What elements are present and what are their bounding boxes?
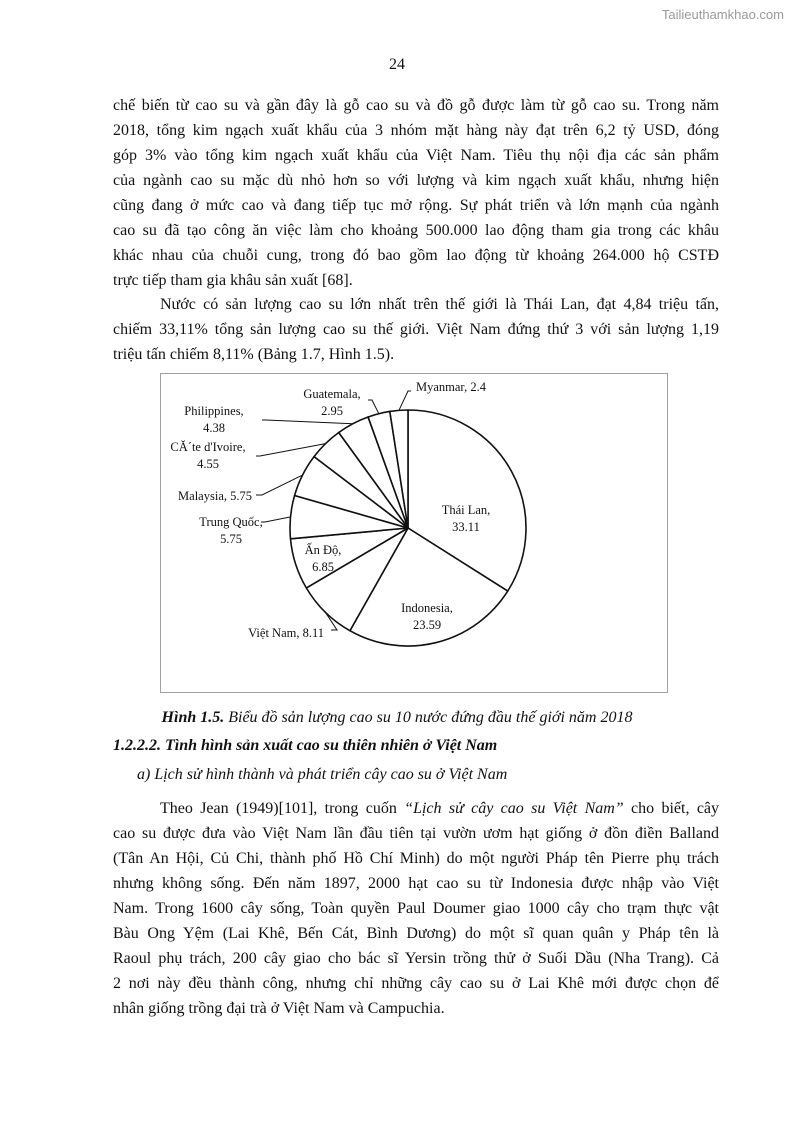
paragraph-history <box>113 796 719 1021</box>
leader-line <box>368 400 379 414</box>
text-line: góp 3% vào tổng kim ngạch xuất khẩu của Việt Nam. Tiêu thụ nội địa các sản phẩm <box>113 147 719 164</box>
watermark: Tailieuthamkhao.com <box>661 7 784 22</box>
subsection-heading: a) Lịch sử hình thành và phát triển cây cao su ở Việt Nam <box>137 766 508 783</box>
text-line: triệu tấn chiếm 8,11% (Bảng 1.7, Hình 1.5). <box>113 346 395 363</box>
text-line: Nam. Trong 1600 cây sống, Toàn quyền Paul Doumer giao 1000 cây cho trạm thực vật <box>113 900 719 917</box>
text-line <box>113 796 719 821</box>
text-line: cao su đã tạo công ăn việc làm cho khoảng 500.000 lao động tham gia trong các khâu <box>113 222 719 239</box>
section-heading: 1.2.2.2. Tình hình sản xuất cao su thiên nhiên ở Việt Nam <box>113 737 498 754</box>
text-line: Raoul phụ trách, 200 cây giao cho bác sĩ Yersin trồng thử ở Suối Dầu (Nha Trang). Cả <box>113 950 719 967</box>
data-label: Malaysia, 5.75 <box>178 489 252 503</box>
pie-chart <box>161 374 669 694</box>
text-line: chiếm 33,11% tổng sản lượng cao su thế giới. Việt Nam đứng thứ 3 với sản lượng 1,19 <box>113 321 719 338</box>
text-line: cao su được đưa vào Việt Nam lần đầu tiên tại vườn ươm hạt giống ở đồn điền Balland <box>113 825 719 842</box>
data-label: Trung Quốc, 5.75 <box>199 515 263 546</box>
data-label: Việt Nam, 8.11 <box>248 626 324 640</box>
text-line: chế biến từ cao su và gần đây là gỗ cao su và đồ gỗ được làm từ gỗ cao su. Trong năm <box>113 97 719 114</box>
page-number: 24 <box>389 56 405 73</box>
text-line: cũng đang ở mức cao và đang tiếp tục mở rộng. Sự phát triển và lớn mạnh của ngành <box>113 197 719 214</box>
text-line: 2 nơi này đều thành công, nhưng chỉ những cây cao su ở Lai Khê mới được chọn để <box>113 975 719 992</box>
data-label: Thái Lan, 33.11 <box>441 503 491 534</box>
text-line: nhân giống trồng đại trà ở Việt Nam và Campuchia. <box>113 1000 445 1017</box>
data-label: Ấn Độ, 6.85 <box>304 543 342 574</box>
text-line: (Tân An Hội, Củ Chi, thành phố Hồ Chí Minh) do một người Pháp tên Pierre phụ trách <box>113 850 719 867</box>
text-line: của ngành cao su mặc dù nhỏ hơn so với lượng và kim ngạch xuất khẩu, nhưng hiện <box>113 172 719 189</box>
data-label: Philippines, 4.38 <box>184 404 244 435</box>
text-line: Nước có sản lượng cao su lớn nhất trên thế giới là Thái Lan, đạt 4,84 triệu tấn, <box>160 296 719 313</box>
leader-line <box>399 391 411 410</box>
data-label: Myanmar, 2.4 <box>416 380 486 394</box>
text-line: trực tiếp tham gia khâu sản xuất [68]. <box>113 272 353 289</box>
text-run: Theo Jean (1949)[101], trong cuốn <box>160 800 405 817</box>
leader-line <box>261 517 291 522</box>
data-label: Guatemala, 2.95 <box>303 387 361 418</box>
book-title: “Lịch sử cây cao su Việt Nam” <box>404 800 624 817</box>
paragraph-production <box>113 292 719 367</box>
text-line: Bàu Ong Yệm (Lai Khê, Bến Cát, Bình Dương) do một sĩ quan quân y Pháp tên là <box>113 925 719 942</box>
caption-text: Biểu đồ sản lượng cao su 10 nước đứng đầu thế giới năm 2018 <box>224 709 633 726</box>
leader-line <box>262 420 353 424</box>
data-label: CĂ´te d'Ivoire, 4.55 <box>170 440 246 471</box>
text-line: 2018, tổng kim ngạch xuất khẩu của 3 nhóm mặt hàng này đạt trên 6,2 tỷ USD, đóng <box>113 122 719 139</box>
text-line: khác nhau của chuỗi cung, trong đó bao gồm lao động từ khoảng 264.000 hộ CSTĐ <box>113 247 719 264</box>
data-label: Indonesia, 23.59 <box>401 601 453 632</box>
text-run: cho biết, cây <box>623 800 720 817</box>
paragraph-intro <box>113 93 719 293</box>
caption-label: Hình 1.5. <box>161 709 225 726</box>
figure-pie-chart <box>160 373 668 693</box>
figure-caption <box>0 709 794 727</box>
text-line: nhưng không sống. Đến năm 1897, 2000 hạt cao su từ Indonesia được nhập vào Việt <box>113 875 719 892</box>
